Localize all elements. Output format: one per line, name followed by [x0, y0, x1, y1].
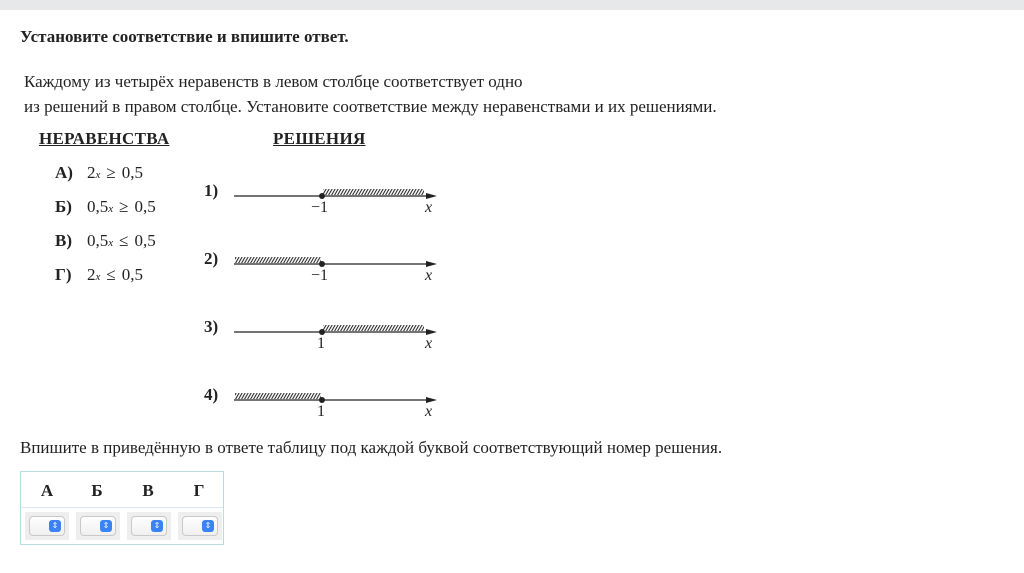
inequality-letter: А) [55, 163, 73, 182]
point-label-3: 1 [317, 335, 325, 352]
inequality-b [55, 197, 156, 231]
solutions-header: РЕШЕНИЯ [273, 129, 366, 148]
number-line-4 [232, 388, 442, 408]
inequality-letter: Г) [55, 265, 72, 284]
number-line-1 [232, 184, 442, 204]
select-arrows-icon: ⇕ [202, 520, 214, 532]
answer-column-g [174, 472, 224, 503]
answer-column-a [22, 472, 72, 503]
task-title: Установите соответствие и впишите ответ. [20, 27, 349, 46]
answer-letter: В [142, 481, 154, 500]
inequalities-header: НЕРАВЕНСТВА [39, 129, 170, 148]
number-line-3 [232, 320, 442, 340]
axis-var-3: x [425, 335, 433, 352]
inequality-exponent: x [108, 203, 114, 215]
select-arrows-icon: ⇕ [151, 520, 163, 532]
inequality-base: 2 [87, 163, 96, 182]
inequality-letter: Б) [55, 197, 72, 216]
inequality-g [55, 265, 156, 299]
inequalities-list [55, 163, 156, 299]
shaded-region [235, 393, 321, 399]
solution-label-1: 1) [204, 181, 219, 200]
inequality-base: 0,5 [87, 231, 109, 250]
answer-instruction: Впишите в приведённую в ответе таблицу под каждой буквой соответствующий номер решения. [20, 438, 723, 457]
top-bar [0, 0, 1024, 10]
shaded-region [323, 325, 424, 331]
select-arrows-icon: ⇕ [100, 520, 112, 532]
solution-label-3: 3) [204, 317, 219, 336]
inequality-value: 0,5 [121, 163, 143, 182]
answer-table [20, 471, 224, 545]
select-arrows-icon: ⇕ [49, 520, 61, 532]
inequality-relation: ≥ [106, 163, 116, 182]
inequality-value: 0,5 [121, 265, 143, 284]
answer-select-a[interactable] [29, 516, 65, 536]
answer-letter: Г [193, 481, 205, 500]
answer-select-g[interactable] [182, 516, 218, 536]
inequality-relation: ≤ [119, 231, 129, 250]
instruction-line-2: из решений в правом столбце. Установите соответствие между неравенствами и их решениями. [24, 97, 717, 116]
inequality-base: 0,5 [87, 197, 109, 216]
point-label-1: −1 [311, 199, 329, 216]
answer-letter: Б [91, 481, 103, 500]
solution-label-2: 2) [204, 249, 219, 268]
instruction-line-1: Каждому из четырёх неравенств в левом столбце соответствует одно [24, 72, 523, 91]
axis-var-2: x [425, 267, 433, 284]
task-instruction [24, 69, 717, 119]
answer-column-v [123, 472, 173, 503]
point-label-2: −1 [311, 267, 329, 284]
answer-column-b [72, 472, 122, 503]
inequality-base: 2 [87, 265, 96, 284]
inequality-letter: В) [55, 231, 72, 250]
solution-label-4: 4) [204, 385, 219, 404]
answer-select-v[interactable] [131, 516, 167, 536]
number-line-2 [232, 252, 442, 272]
inequality-exponent: x [95, 271, 101, 283]
axis-var-1: x [425, 199, 433, 216]
answer-select-b[interactable] [80, 516, 116, 536]
axis-var-4: x [425, 403, 433, 420]
inequality-relation: ≤ [106, 265, 116, 284]
inequality-v [55, 231, 156, 265]
inequality-value: 0,5 [134, 231, 156, 250]
inequality-exponent: x [108, 237, 114, 249]
inequality-value: 0,5 [134, 197, 156, 216]
shaded-region [235, 257, 321, 263]
point-label-4: 1 [317, 403, 325, 420]
inequality-a [55, 163, 156, 197]
answer-table-divider [21, 507, 223, 508]
inequality-relation: ≥ [119, 197, 129, 216]
shaded-region [323, 189, 424, 195]
inequality-exponent: x [95, 169, 101, 181]
answer-letter: А [40, 481, 54, 500]
